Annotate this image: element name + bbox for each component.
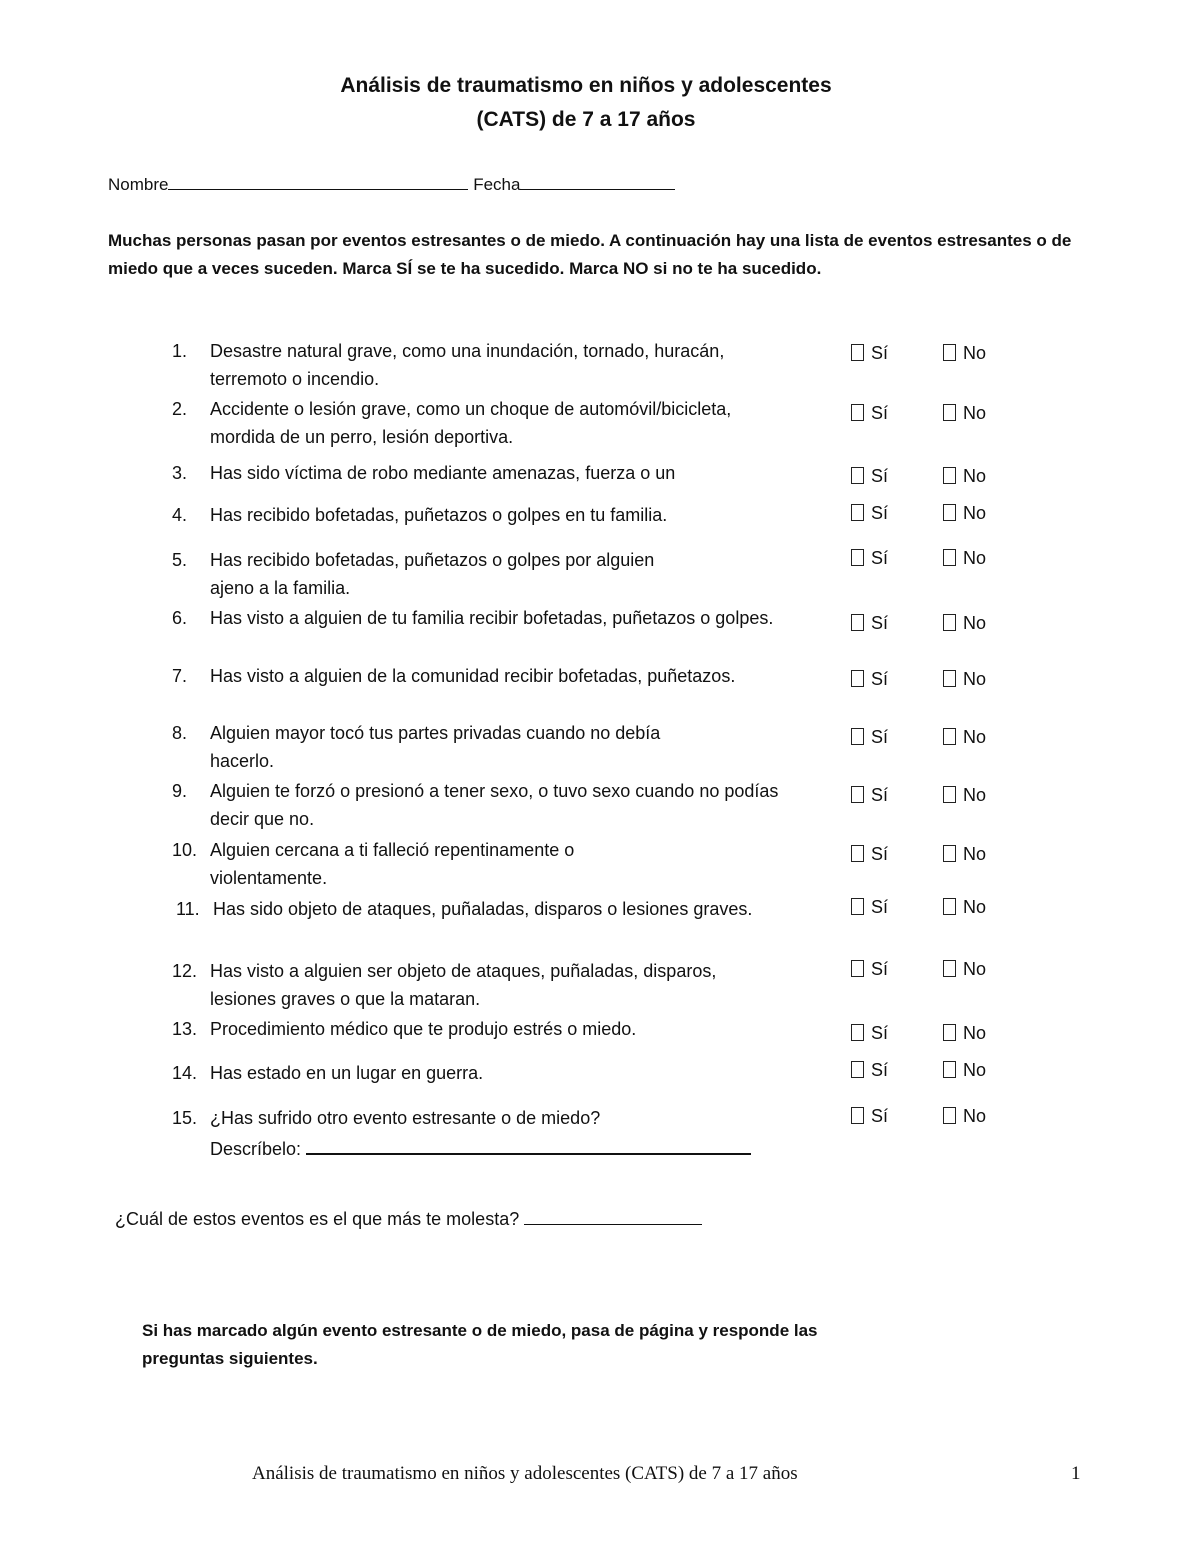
item-text: Has sido víctima de robo mediante amenazas, fuerza o un (210, 463, 676, 483)
item-text: Has sido objeto de ataques, puñaladas, disparos o lesiones graves. (213, 899, 753, 919)
no-label: No (963, 1060, 987, 1080)
yes-label: Sí (871, 669, 889, 689)
checkbox-icon (943, 960, 956, 977)
no-label: No (963, 844, 987, 864)
yes-checkbox[interactable] (851, 609, 888, 637)
no-checkbox[interactable] (943, 840, 986, 868)
item-number: 4. (172, 505, 188, 525)
no-label: No (963, 669, 987, 689)
no-checkbox[interactable] (943, 499, 986, 527)
no-checkbox[interactable] (943, 1056, 986, 1084)
item-text: Accidente o lesión grave, como un choque de automóvil/bicicleta, mordida de un perro, lesión deportiva. (210, 399, 732, 447)
closing-note: Si has marcado algún evento estresante o de miedo, pasa de página y responde las preguntas siguientes. (142, 1321, 818, 1368)
item-text: Alguien cercana a ti falleció repentinamente o violentamente. (210, 840, 575, 888)
yes-label: Sí (871, 959, 889, 979)
no-label: No (963, 466, 987, 486)
checkbox-icon (943, 1061, 956, 1078)
item-text: Has visto a alguien ser objeto de ataques, puñaladas, disparos, lesiones graves o que la mataran. (210, 961, 717, 1009)
checkbox-icon (851, 1107, 864, 1124)
item-text: ¿Has sufrido otro evento estresante o de miedo? (210, 1108, 601, 1128)
item-number: 8. (172, 723, 188, 743)
checkbox-icon (851, 898, 864, 915)
item-number: 5. (172, 550, 188, 570)
describe-label: Descríbelo: (210, 1139, 302, 1159)
no-label: No (963, 343, 987, 363)
yes-checkbox[interactable] (851, 462, 888, 490)
no-checkbox[interactable] (943, 399, 986, 427)
item-text: Procedimiento médico que te produjo estrés o miedo. (210, 1019, 637, 1039)
yes-checkbox[interactable] (851, 499, 888, 527)
item-number: 1. (172, 341, 188, 361)
question-text: ¿Cuál de estos eventos es el que más te molesta? (115, 1209, 520, 1229)
document-title-line-1: Análisis de traumatismo en niños y adolescentes (340, 74, 832, 97)
no-label: No (963, 403, 987, 423)
item-text: Has estado en un lugar en guerra. (210, 1063, 484, 1083)
checkbox-icon (943, 467, 956, 484)
item-text: Has visto a alguien de tu familia recibir bofetadas, puñetazos o golpes. (210, 608, 774, 628)
checkbox-icon (851, 504, 864, 521)
no-label: No (963, 503, 987, 523)
yes-label: Sí (871, 503, 889, 523)
yes-label: Sí (871, 403, 889, 423)
yes-label: Sí (871, 1106, 889, 1126)
checkbox-icon (851, 786, 864, 803)
no-checkbox[interactable] (943, 544, 986, 572)
header-fields (108, 173, 675, 195)
page-number: 1 (1071, 1463, 1081, 1484)
no-checkbox[interactable] (943, 893, 986, 921)
checkbox-icon (851, 344, 864, 361)
yes-checkbox[interactable] (851, 665, 888, 693)
item-number: 15. (172, 1108, 198, 1128)
item-number: 13. (172, 1019, 198, 1039)
item-text: Has visto a alguien de la comunidad recibir bofetadas, puñetazos. (210, 666, 736, 686)
yes-label: Sí (871, 343, 889, 363)
yes-label: Sí (871, 785, 889, 805)
yes-checkbox[interactable] (851, 339, 888, 367)
yes-checkbox[interactable] (851, 781, 888, 809)
yes-label: Sí (871, 727, 889, 747)
checkbox-icon (851, 728, 864, 745)
yes-label: Sí (871, 548, 889, 568)
no-checkbox[interactable] (943, 609, 986, 637)
item-number: 9. (172, 781, 188, 801)
yes-label: Sí (871, 1023, 889, 1043)
yes-label: Sí (871, 1060, 889, 1080)
no-checkbox[interactable] (943, 462, 986, 490)
checkbox-icon (851, 845, 864, 862)
item-number: 6. (172, 608, 188, 628)
item-number: 14. (172, 1063, 198, 1083)
checkbox-icon (851, 404, 864, 421)
item-number: 7. (172, 666, 188, 686)
page-footer: Análisis de traumatismo en niños y adolescentes (CATS) de 7 a 17 años (252, 1463, 798, 1484)
item-number: 2. (172, 399, 188, 419)
checkbox-icon (943, 344, 956, 361)
no-label: No (963, 1023, 987, 1043)
checkbox-icon (943, 670, 956, 687)
yes-checkbox[interactable] (851, 1019, 888, 1047)
no-checkbox[interactable] (943, 955, 986, 983)
yes-checkbox[interactable] (851, 723, 888, 751)
item-text: Alguien mayor tocó tus partes privadas cuando no debía hacerlo. (210, 723, 661, 771)
no-label: No (963, 785, 987, 805)
no-checkbox[interactable] (943, 1019, 986, 1047)
item-text: Has recibido bofetadas, puñetazos o golpes en tu familia. (210, 505, 668, 525)
checkbox-icon (943, 1024, 956, 1041)
no-checkbox[interactable] (943, 781, 986, 809)
no-checkbox[interactable] (943, 665, 986, 693)
item-number: 10. (172, 840, 198, 860)
checkbox-icon (851, 614, 864, 631)
checkbox-icon (851, 1061, 864, 1078)
no-label: No (963, 548, 987, 568)
date-field[interactable] (520, 173, 675, 190)
checkbox-icon (851, 549, 864, 566)
yes-checkbox[interactable] (851, 399, 888, 427)
item-text: Has recibido bofetadas, puñetazos o golpes por alguien ajeno a la familia. (210, 550, 655, 598)
instructions: Muchas personas pasan por eventos estresantes o de miedo. A continuación hay una lista de eventos estresantes o de miedo que a veces suceden. Marca SÍ se te ha sucedido. Marca NO si no te ha sucedido. (108, 231, 1072, 278)
most-bothersome-question (115, 1206, 702, 1230)
checkbox-icon (943, 404, 956, 421)
no-label: No (963, 1106, 987, 1126)
no-label: No (963, 959, 987, 979)
yes-checkbox[interactable] (851, 1102, 888, 1130)
describe-field[interactable] (306, 1133, 751, 1155)
no-label: No (963, 727, 987, 747)
item-number: 11. (176, 899, 200, 919)
yes-label: Sí (871, 466, 889, 486)
item-text: Alguien te forzó o presionó a tener sexo, o tuvo sexo cuando no podías decir que no. (210, 781, 779, 829)
checkbox-icon (943, 845, 956, 862)
document-title-line-2: (CATS) de 7 a 17 años (476, 108, 696, 131)
yes-checkbox[interactable] (851, 544, 888, 572)
checkbox-icon (943, 614, 956, 631)
name-field[interactable] (168, 173, 468, 190)
yes-checkbox[interactable] (851, 893, 888, 921)
date-label: Fecha (473, 175, 521, 194)
describe-row (210, 1133, 800, 1163)
no-checkbox[interactable] (943, 1102, 986, 1130)
checkbox-icon (851, 1024, 864, 1041)
checkbox-icon (943, 504, 956, 521)
yes-checkbox[interactable] (851, 955, 888, 983)
name-label: Nombre (108, 175, 169, 194)
checkbox-icon (851, 467, 864, 484)
no-checkbox[interactable] (943, 723, 986, 751)
checkbox-icon (943, 898, 956, 915)
yes-label: Sí (871, 897, 889, 917)
item-text: Desastre natural grave, como una inundación, tornado, huracán, terremoto o incendio. (210, 341, 725, 389)
checkbox-icon (943, 549, 956, 566)
no-checkbox[interactable] (943, 339, 986, 367)
yes-label: Sí (871, 613, 889, 633)
checkbox-icon (943, 786, 956, 803)
item-number: 3. (172, 463, 188, 483)
answer-field[interactable] (524, 1206, 702, 1225)
checkbox-icon (943, 728, 956, 745)
checkbox-icon (943, 1107, 956, 1124)
yes-checkbox[interactable] (851, 840, 888, 868)
yes-label: Sí (871, 844, 889, 864)
item-number: 12. (172, 961, 198, 981)
checkbox-icon (851, 670, 864, 687)
no-label: No (963, 613, 987, 633)
checkbox-icon (851, 960, 864, 977)
no-label: No (963, 897, 987, 917)
yes-checkbox[interactable] (851, 1056, 888, 1084)
